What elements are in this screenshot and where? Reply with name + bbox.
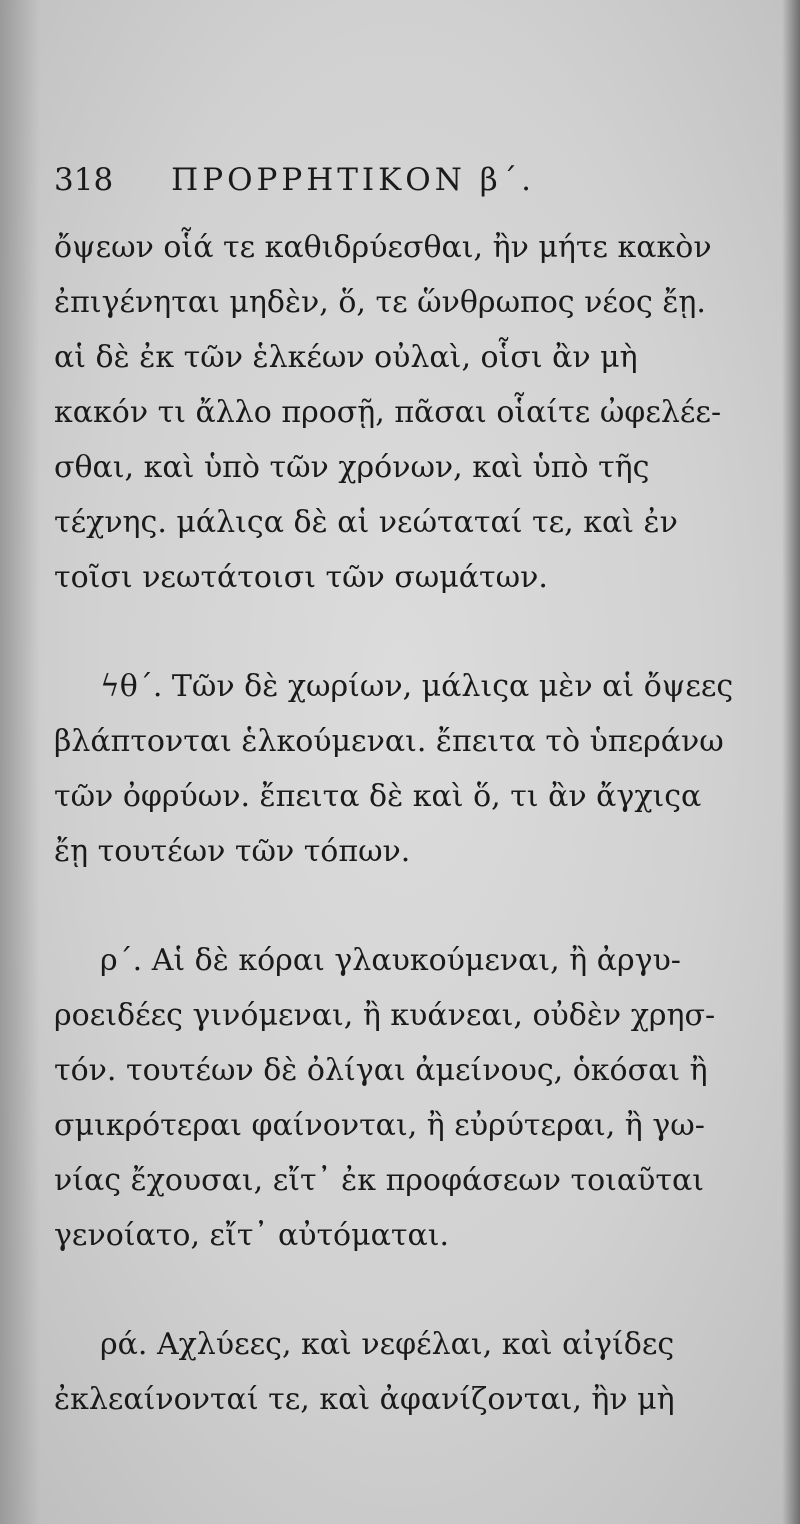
text-line: τέχνης. μάλιςα δὲ αἱ νεώταταί τε, καὶ ἐν: [54, 505, 678, 540]
page-number: 318: [54, 162, 114, 198]
paragraph-gap: [54, 1263, 682, 1317]
text-line: ἐπιγένηται μηδὲν, ὅ, τε ὥνθρωπος νέος ἔῃ.: [54, 285, 706, 320]
paragraph-101: [54, 1317, 682, 1427]
text-line: ρ΄. Αἱ δὲ κόραι γλαυκούμεναι, ἢ ἀργυ-: [100, 943, 681, 978]
text-line: σμικρότεραι φαίνονται, ἢ εὐρύτεραι, ἢ γω-: [54, 1108, 705, 1143]
text-line: ροειδέες γινόμεναι, ἢ κυάνεαι, οὐδὲν χρησ-: [54, 998, 716, 1033]
text-line: νίας ἔχουσαι, εἴτ᾽ ἐκ προφάσεων τοιαῦται: [54, 1163, 705, 1198]
text-line: ϟθ΄. Τῶν δὲ χωρίων, μάλιςα μὲν αἱ ὄψεες: [100, 669, 734, 704]
text-line: γενοίατο, εἴτ᾽ αὐτόμαται.: [54, 1218, 450, 1253]
running-header: [54, 162, 682, 220]
text-line: ἐκλεαίνονταί τε, καὶ ἀφανίζονται, ἢν μὴ: [54, 1382, 675, 1417]
page-edge-shadow: [782, 0, 800, 1524]
text-line: ρά. Αχλύεες, καὶ νεφέλαι, καὶ αἰγίδες: [100, 1327, 675, 1362]
text-line: αἱ δὲ ἐκ τῶν ἑλκέων οὐλαὶ, οἷσι ἂν μὴ: [54, 340, 638, 375]
text-line: σθαι, καὶ ὑπὸ τῶν χρόνων, καὶ ὑπὸ τῆς: [54, 450, 650, 485]
page-gutter-shadow: [0, 0, 40, 1524]
text-line: ἔῃ τουτέων τῶν τόπων.: [54, 834, 411, 869]
paragraph-100: [54, 933, 716, 1263]
paragraph-99: [54, 659, 734, 879]
page-text: [54, 162, 734, 1427]
running-title: ΠΡΟΡΡΗΤΙΚΟΝ β΄.: [171, 162, 535, 198]
text-line: κακόν τι ἄλλο προσῇ, πᾶσαι οἷαίτε ὠφελέε-: [54, 395, 722, 430]
paragraph-gap: [54, 605, 682, 659]
paragraph-gap: [54, 879, 682, 933]
text-line: βλάπτονται ἑλκούμεναι. ἔπειτα τὸ ὑπεράνω: [54, 724, 724, 759]
text-line: τῶν ὀφρύων. ἔπειτα δὲ καὶ ὅ, τι ἂν ἄγχιςα: [54, 779, 702, 814]
paragraph-continuation: [54, 220, 722, 605]
text-line: τόν. τουτέων δὲ ὀλίγαι ἀμείνους, ὁκόσαι ἢ: [54, 1053, 708, 1088]
text-line: ὄψεων οἷά τε καθιδρύεσθαι, ἢν μήτε κακὸν: [54, 230, 712, 265]
text-line: τοῖσι νεωτάτοισι τῶν σωμάτων.: [54, 560, 548, 595]
